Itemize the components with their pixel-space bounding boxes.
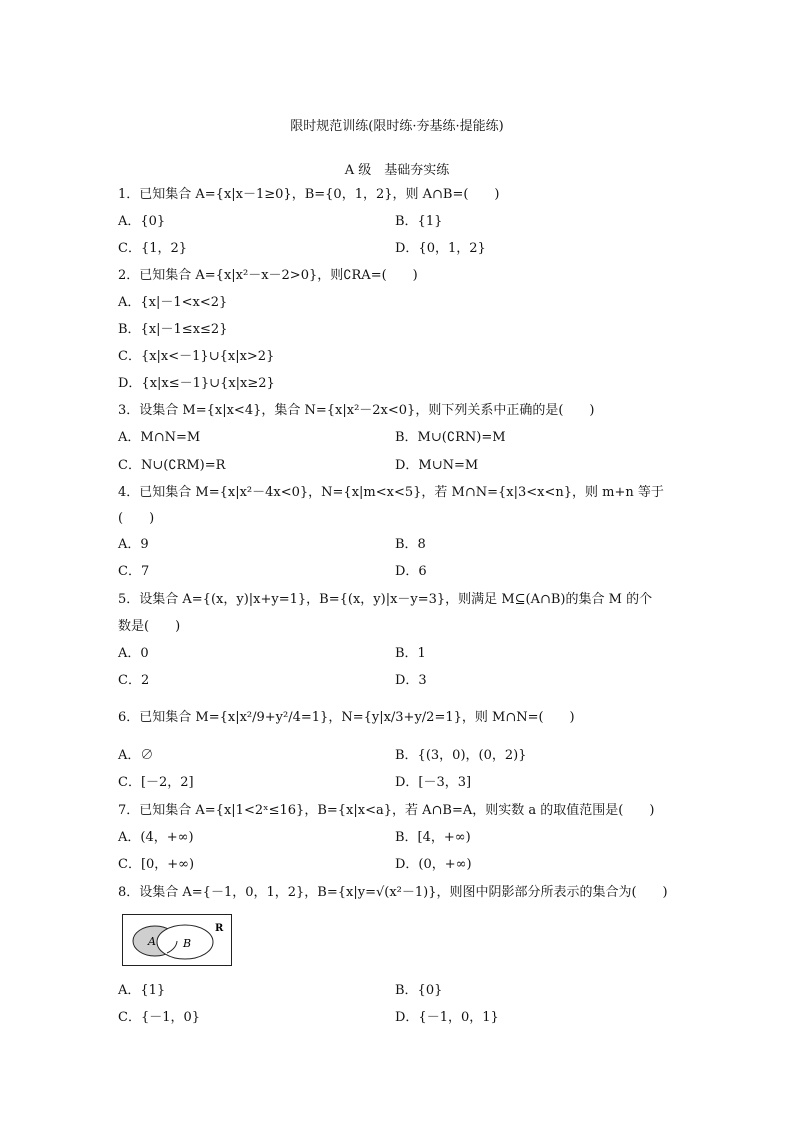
question-8-option-d: D．{－1，0，1} [395, 1010, 499, 1025]
venn-label-universe: R [215, 923, 224, 934]
page-title: 限时规范训练(限时练·夯基练·提能练) [290, 119, 504, 134]
question-4-stem: 4．已知集合 M={x|x²－4x<0}，N={x|m<x<5}，若 M∩N={x|3<x<n}，则 m+n 等于 [118, 485, 664, 500]
question-6-option-d: D．[－3，3] [395, 775, 472, 790]
question-4-option-b: B．8 [395, 537, 426, 552]
venn-label-a: A [148, 935, 156, 948]
question-4-option-d: D．6 [395, 564, 427, 579]
question-3-stem: 3．设集合 M={x|x<4}，集合 N={x|x²－2x<0}，则下列关系中正确的是( ) [118, 403, 595, 418]
question-1-option-c: C．{1，2} [118, 241, 188, 256]
question-5-option-a: A．0 [118, 646, 149, 661]
question-8-option-b: B．{0} [395, 983, 443, 998]
section-heading: A 级 基础夯实练 [344, 163, 450, 178]
question-5-option-b: B．1 [395, 646, 426, 661]
question-2-option-b: B．{x|－1≤x≤2} [118, 322, 228, 337]
question-3-option-a: A．M∩N=M [118, 430, 201, 445]
question-7-option-c: C．[0，+∞) [118, 857, 195, 872]
question-5-stem: 5．设集合 A={(x，y)|x+y=1}，B={(x，y)|x－y=3}，则满足 M⊆(A∩B)的集合 M 的个 [118, 592, 653, 607]
question-4-stem-continued: ( ) [118, 511, 155, 526]
question-6-stem: 6．已知集合 M={x|x²/9+y²/4=1}，N={y|x/3+y/2=1}，则 M∩N=( ) [118, 710, 575, 725]
question-1-stem: 1．已知集合 A={x|x－1≥0}，B={0，1，2}，则 A∩B=( ) [118, 187, 500, 202]
question-8-stem: 8．设集合 A={－1，0，1，2}，B={x|y=√(x²－1)}，则图中阴影部分所表示的集合为( ) [118, 885, 668, 900]
question-8-option-c: C．{－1，0} [118, 1010, 201, 1025]
question-4-option-c: C．7 [118, 564, 150, 579]
question-4-option-a: A．9 [118, 537, 149, 552]
question-7-option-a: A．(4，+∞) [118, 830, 194, 845]
question-5-option-d: D．3 [395, 673, 427, 688]
question-2-option-d: D．{x|x≤－1}∪{x|x≥2} [118, 376, 275, 391]
question-7-option-b: B．[4，+∞) [395, 830, 471, 845]
question-7-stem: 7．已知集合 A={x|1<2ˣ≤16}，B={x|x<a}，若 A∩B=A，则实数 a 的取值范围是( ) [118, 803, 655, 818]
question-3-option-b: B．M∪(∁RN)=M [395, 430, 506, 445]
question-5-stem-continued: 数是( ) [118, 619, 181, 634]
question-3-option-c: C．N∪(∁RM)=R [118, 458, 226, 473]
question-8-option-a: A．{1} [118, 983, 166, 998]
question-1-option-d: D．{0，1，2} [395, 241, 486, 256]
question-1-option-b: B．{1} [395, 214, 443, 229]
question-7-option-d: D．(0，+∞) [395, 857, 472, 872]
question-6-option-b: B．{(3，0)，(0，2)} [395, 748, 527, 763]
question-3-option-d: D．M∪N=M [395, 458, 479, 473]
question-6-option-c: C．[－2，2] [118, 775, 194, 790]
question-1-option-a: A．{0} [118, 214, 166, 229]
venn-label-b: B [183, 937, 192, 950]
venn-diagram [122, 914, 232, 966]
question-6-option-a: A．∅ [118, 748, 154, 763]
question-2-option-c: C．{x|x<－1}∪{x|x>2} [118, 349, 275, 364]
question-2-stem: 2．已知集合 A={x|x²－x－2>0}，则∁RA=( ) [118, 268, 418, 283]
question-5-option-c: C．2 [118, 673, 150, 688]
question-2-option-a: A．{x|－1<x<2} [118, 295, 228, 310]
